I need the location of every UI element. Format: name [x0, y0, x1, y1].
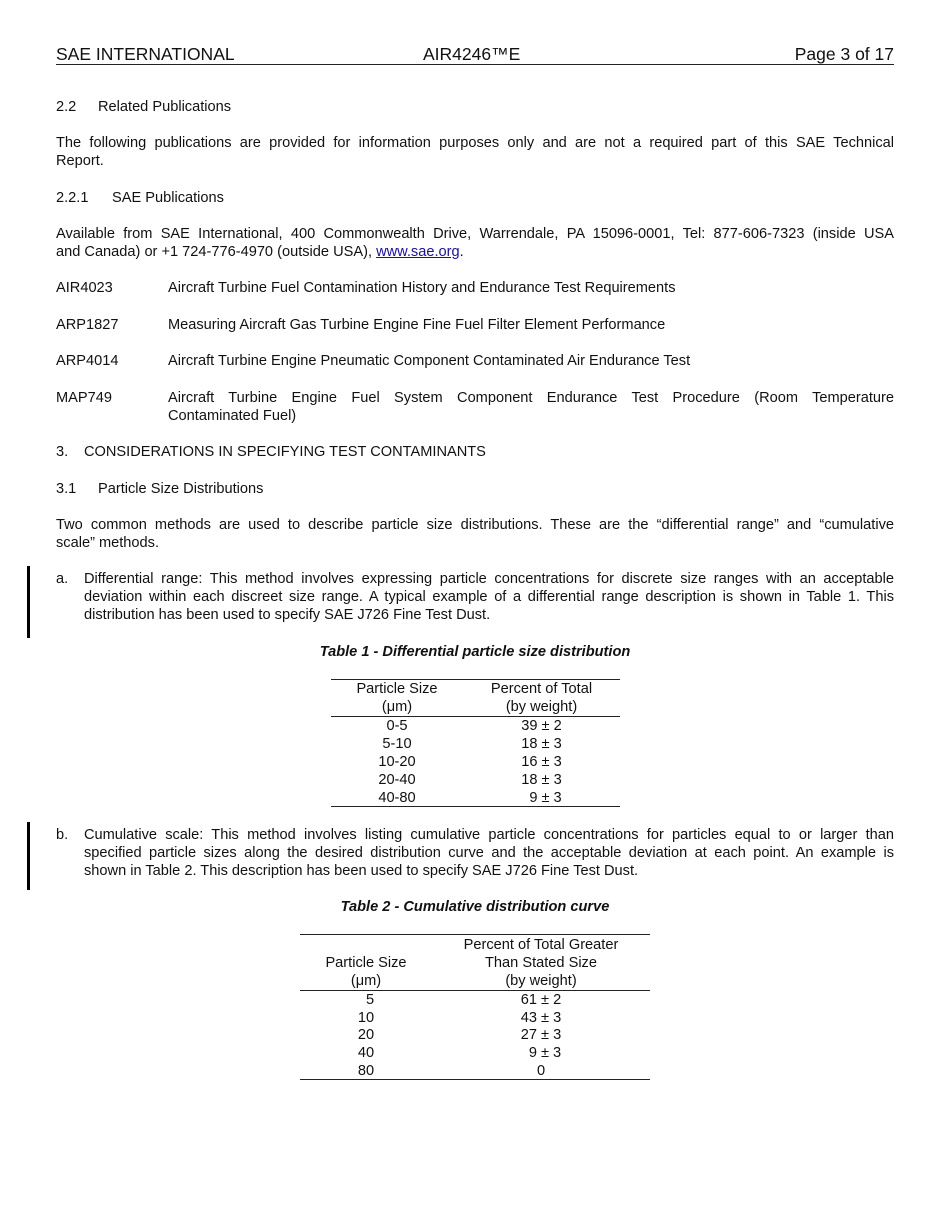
table1-percent-cell: 9 ± 3 [529, 790, 562, 806]
table2-size-cell: 5 [365, 992, 375, 1008]
reference-code: MAP749 [56, 390, 112, 406]
section-2-2-number: 2.2 [56, 99, 77, 115]
table1-size-cell: 5-10 [382, 736, 412, 752]
section-2-2-title: Related Publications [98, 99, 232, 115]
table2-caption: Table 2 - Cumulative distribution curve [340, 899, 610, 915]
table2-col1-header: Particle Size [325, 955, 407, 971]
table1-percent-cell: 39 ± 2 [521, 718, 562, 734]
table2-col2-unit: (by weight) [505, 973, 577, 989]
section-2-2-1-title: SAE Publications [112, 190, 224, 206]
table2-percent-cell: 43 ± 3 [520, 1010, 562, 1026]
section-3-1-title: Particle Size Distributions [98, 481, 264, 497]
item-b-line3: shown in Table 2. This description has been used to specify SAE J726 Fine Test Dust. [84, 863, 639, 879]
table2-percent-cell: 9 ± 3 [528, 1045, 562, 1061]
table1-bottom-rule [331, 806, 620, 807]
reference-title: Measuring Aircraft Gas Turbine Engine Fine Fuel Filter Element Performance [168, 317, 666, 333]
item-b-label: b. [56, 827, 69, 843]
section-3-1-intro-line2: scale” methods. [56, 535, 160, 551]
sae-website-link[interactable]: www.sae.org [376, 244, 460, 260]
table1-col1-header: Particle Size [356, 681, 438, 697]
reference-title: Aircraft Turbine Engine Fuel System Component Endurance Test Procedure (Room Temperature [168, 390, 894, 406]
table1-percent-cell: 16 ± 3 [521, 754, 562, 770]
section-3-title: CONSIDERATIONS IN SPECIFYING TEST CONTAMINANTS [84, 444, 486, 460]
section-3-1-number: 3.1 [56, 481, 77, 497]
table1-col2-unit: (by weight) [505, 699, 578, 715]
change-bar [27, 566, 30, 638]
item-a-label: a. [56, 571, 69, 587]
table1-size-cell: 10-20 [378, 754, 416, 770]
table2-col2-header-line2: Than Stated Size [485, 955, 597, 971]
table1-size-cell: 40-80 [378, 790, 416, 806]
availability-text: and Canada) or +1 724-776-4970 (outside USA), [56, 244, 377, 260]
reference-title: Aircraft Turbine Engine Pneumatic Component Contaminated Air Endurance Test [168, 353, 691, 369]
section-2-2-1-number: 2.2.1 [56, 190, 89, 206]
table1-percent-cell: 18 ± 3 [521, 736, 562, 752]
item-a-line2: deviation within each discreet size range. A typical example of a differential range description is shown in Table 1. This [84, 589, 894, 605]
header-doc-id: AIR4246™E [423, 44, 521, 64]
table2-percent-cell: 61 ± 2 [520, 992, 562, 1008]
reference-title-continued: Contaminated Fuel) [168, 408, 297, 424]
table2-size-cell: 20 [357, 1027, 375, 1043]
item-a-line3: distribution has been used to specify SAE J726 Fine Test Dust. [84, 607, 491, 623]
item-b-line1: Cumulative scale: This method involves listing cumulative particle concentrations for particles equal to or larger than [84, 827, 894, 843]
table2-size-cell: 40 [357, 1045, 375, 1061]
table2-col1-unit: (μm) [350, 973, 382, 989]
section-3-number: 3. [56, 444, 69, 460]
table2-percent-cell: 27 ± 3 [520, 1027, 562, 1043]
change-bar [27, 822, 30, 890]
table1-size-cell: 20-40 [378, 772, 416, 788]
table1-col1-unit: (μm) [381, 699, 413, 715]
reference-code: ARP4014 [56, 353, 119, 369]
section-2-2-intro-line1: The following publications are provided for information purposes only and are not a required part of this SAE Technical [56, 135, 894, 151]
reference-code: AIR4023 [56, 280, 113, 296]
section-3-1-intro-line1: Two common methods are used to describe particle size distributions. These are the “differential range” and “cumulative [56, 517, 894, 533]
availability-line2 [56, 243, 464, 261]
item-a-line1: Differential range: This method involves expressing particle concentrations for discrete size ranges with an acceptable [84, 571, 894, 587]
item-b-line2: specified particle sizes along the desired distribution curve and the acceptable deviation at each point. An example is [84, 845, 894, 861]
reference-title: Aircraft Turbine Fuel Contamination History and Endurance Test Requirements [168, 280, 676, 296]
reference-code: ARP1827 [56, 317, 119, 333]
header-page-number: Page 3 of 17 [794, 44, 894, 64]
table2-bottom-rule [300, 1079, 650, 1080]
table1-caption: Table 1 - Differential particle size distribution [319, 644, 631, 660]
table1-col2-header: Percent of Total [490, 681, 593, 697]
table2-size-cell: 10 [357, 1010, 375, 1026]
table1-size-cell: 0-5 [386, 718, 408, 734]
header-org: SAE INTERNATIONAL [56, 44, 235, 64]
availability-line1: Available from SAE International, 400 Commonwealth Drive, Warrendale, PA 15096-0001, Tel: 877-606-7323 (inside USA [56, 226, 894, 242]
table2-top-rule [300, 934, 650, 935]
section-2-2-intro-line2: Report. [56, 153, 104, 169]
table2-size-cell: 80 [357, 1063, 375, 1079]
table2-col2-header: Percent of Total Greater [463, 937, 619, 953]
table1-percent-cell: 18 ± 3 [521, 772, 562, 788]
page-header [56, 44, 894, 65]
table2-percent-cell: 0 [536, 1063, 546, 1079]
availability-period: . [459, 244, 464, 260]
